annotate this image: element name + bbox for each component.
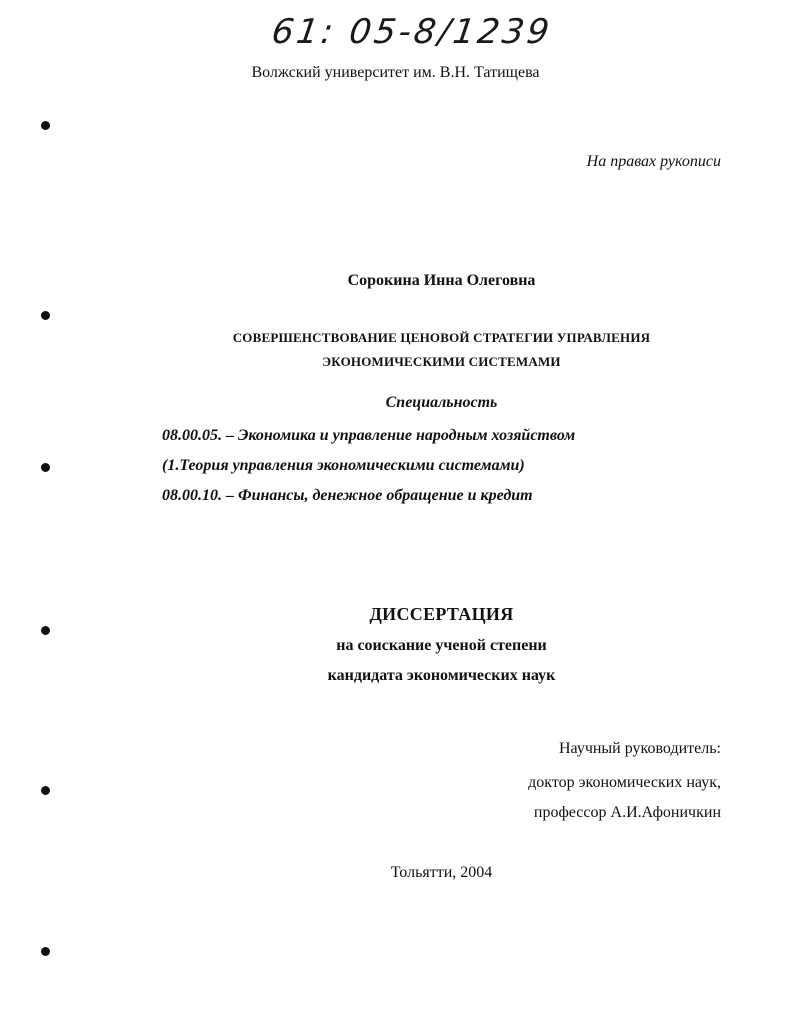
specialty-item: 08.00.10. – Финансы, денежное обращение и кредит xyxy=(162,487,533,504)
punch-hole-mark xyxy=(41,121,50,130)
specialty-item: (1.Теория управления экономическими системами) xyxy=(162,457,525,474)
manuscript-rights-note: На правах рукописи xyxy=(586,153,721,170)
punch-hole-mark xyxy=(41,947,50,956)
document-type: ДИССЕРТАЦИЯ xyxy=(369,604,514,624)
degree-line-1: на соискание ученой степени xyxy=(336,637,547,654)
university-name: Волжский университет им. В.Н. Татищева xyxy=(251,64,540,81)
punch-hole-mark xyxy=(41,311,50,320)
supervisor-degree: доктор экономических наук, xyxy=(528,774,721,791)
punch-hole-mark xyxy=(41,463,50,472)
specialty-label: Специальность xyxy=(385,394,498,411)
supervisor-name: профессор А.И.Афоничкин xyxy=(533,804,721,821)
specialty-item: 08.00.05. – Экономика и управление народным хозяйством xyxy=(162,427,576,444)
city-year: Тольятти, 2004 xyxy=(390,864,493,881)
thesis-title-line-1: СОВЕРШЕНСТВОВАНИЕ ЦЕНОВОЙ СТРАТЕГИИ УПРАВЛЕНИЯ xyxy=(232,330,651,345)
supervisor-label: Научный руководитель: xyxy=(558,740,721,757)
punch-hole-mark xyxy=(41,786,50,795)
punch-hole-mark xyxy=(41,626,50,635)
degree-line-2: кандидата экономических наук xyxy=(327,667,556,684)
archive-code-handwritten: 61: 05-8/1239 xyxy=(269,12,555,52)
author-name: Сорокина Инна Олеговна xyxy=(347,272,536,289)
thesis-title-line-2: ЭКОНОМИЧЕСКИМИ СИСТЕМАМИ xyxy=(322,354,561,369)
